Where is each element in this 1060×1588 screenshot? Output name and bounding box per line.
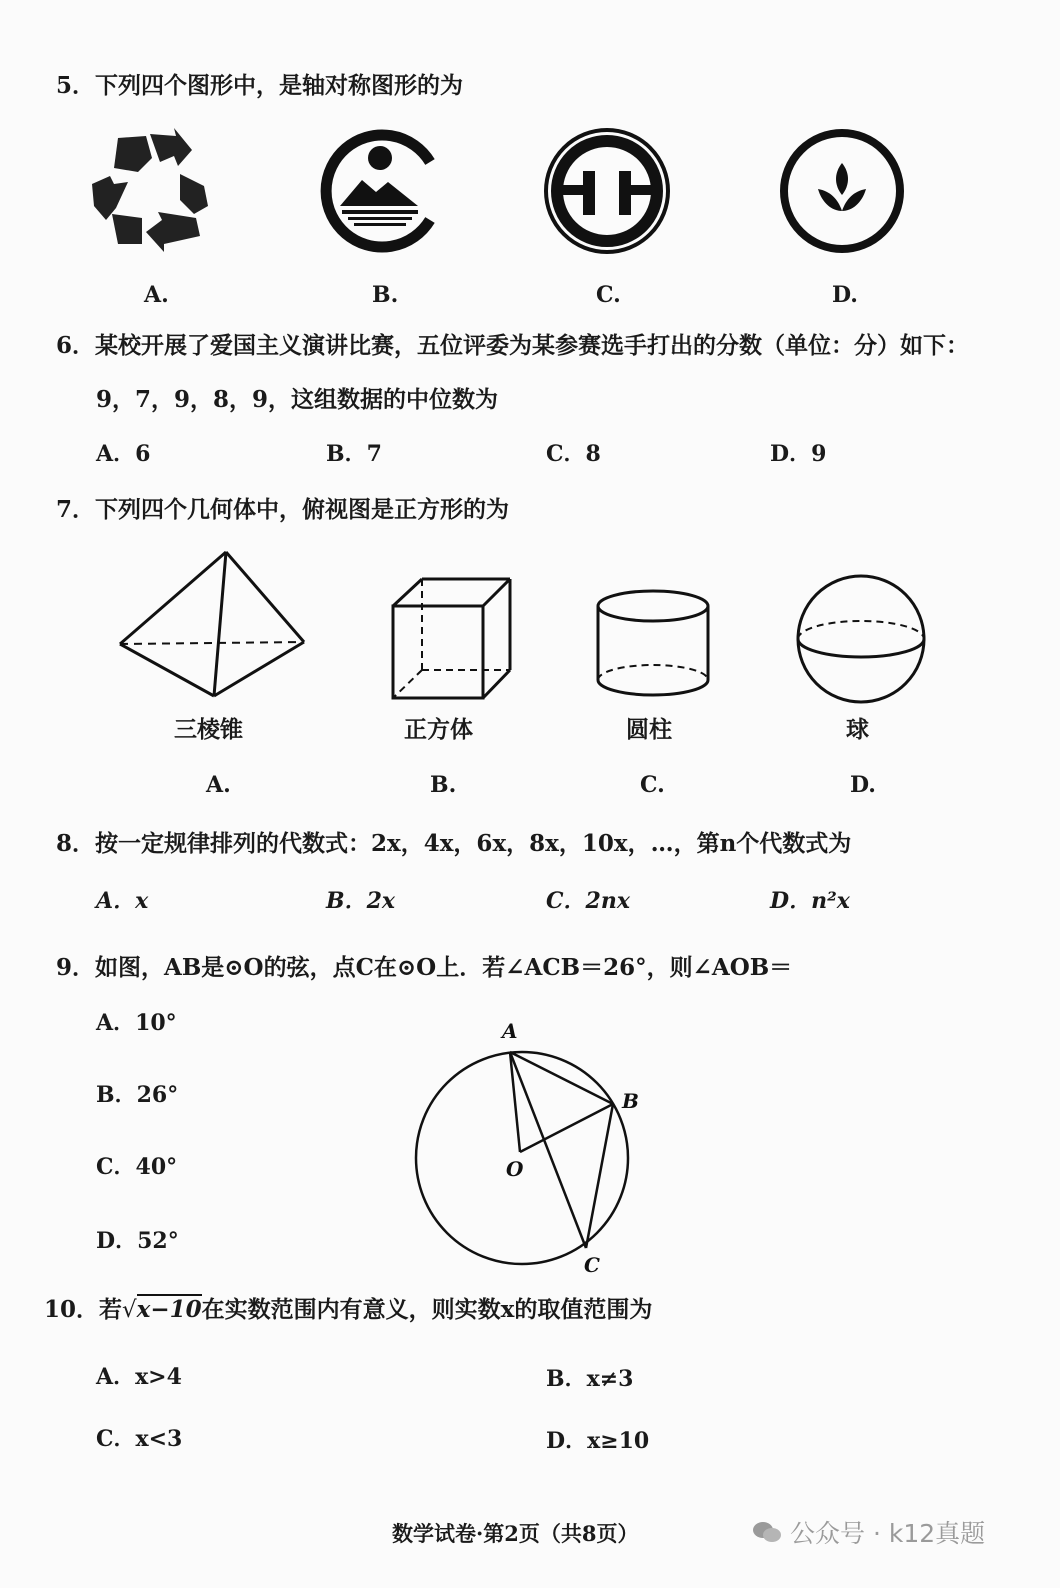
q8-option-b: B．2x (326, 888, 396, 914)
q10-option-a: A．x>4 (96, 1364, 182, 1390)
triangular-pyramid-figure (116, 548, 308, 700)
q10-option-b: B．x≠3 (546, 1366, 634, 1392)
q7-shape-name-b: 正方体 (404, 716, 473, 743)
q9-option-a: A．10° (96, 1010, 177, 1036)
q6-option-d: D．9 (770, 441, 827, 467)
page-footer: 数学试卷·第2页（共8页） (392, 1521, 639, 1546)
q9-option-b: B．26° (96, 1082, 179, 1108)
q5-label-d: D. (832, 282, 858, 308)
q8-option-c: C．2nx (546, 888, 630, 914)
q8-stem: 8．按一定规律排列的代数式：2x，4x，6x，8x，10x，…，第n个代数式为 (56, 830, 852, 857)
q7-stem: 7．下列四个几何体中，俯视图是正方形的为 (56, 496, 510, 523)
sqrt-sign-icon: √ (122, 1297, 137, 1323)
q9-stem: 9．如图，AB是⊙O的弦，点C在⊙O上．若∠ACB＝26°，则∠AOB＝ (56, 954, 793, 981)
q8-option-a: A．x (96, 888, 149, 914)
q7-label-b: B. (430, 772, 457, 798)
q6-stem-line2: 9，7，9，8，9，这组数据的中位数为 (96, 386, 499, 413)
q5-label-a: A. (144, 282, 169, 308)
point-label-c: C (584, 1253, 600, 1277)
q10-stem-suffix: 在实数范围内有意义，则实数x的取值范围为 (201, 1296, 653, 1323)
q7-label-c: C. (640, 772, 665, 798)
circular-emblem-icon (543, 127, 671, 255)
sphere-figure (794, 572, 928, 706)
sprout-logo-icon (778, 127, 906, 255)
q7-shape-name-d: 球 (846, 716, 869, 743)
point-label-a: A (502, 1019, 518, 1043)
q10-stem (44, 1298, 652, 1322)
cube-figure (390, 576, 514, 702)
mountain-sun-logo-icon (318, 128, 444, 254)
q6-option-c: C．8 (546, 441, 601, 467)
q7-shape-name-a: 三棱锥 (174, 716, 243, 743)
circle-chord-figure (400, 1016, 660, 1276)
watermark (752, 1514, 985, 1550)
q6-stem-line1: 6．某校开展了爱国主义演讲比赛，五位评委为某参赛选手打出的分数（单位：分）如下： (56, 332, 970, 359)
q7-label-d: D. (850, 772, 876, 798)
recycle-symbol-icon (88, 128, 216, 252)
q10-option-c: C．x<3 (96, 1426, 183, 1452)
point-label-b: B (622, 1089, 639, 1113)
q6-option-b: B．7 (326, 441, 382, 467)
q7-label-a: A. (206, 772, 231, 798)
point-label-o: O (506, 1157, 524, 1181)
q7-shape-name-c: 圆柱 (626, 716, 672, 743)
cylinder-figure (594, 588, 712, 700)
q5-label-b: B. (372, 282, 399, 308)
watermark-text: 公众号 · k12真题 (790, 1519, 986, 1548)
q5-label-c: C. (596, 282, 621, 308)
q9-option-c: C．40° (96, 1154, 178, 1180)
q10-stem-prefix: 10．若 (44, 1296, 123, 1323)
q5-stem: 5．下列四个图形中，是轴对称图形的为 (56, 72, 464, 99)
q10-option-d: D．x≥10 (546, 1428, 650, 1454)
wechat-icon (752, 1521, 782, 1543)
q8-option-d: D．n²x (770, 888, 850, 914)
q10-radicand: x−10 (136, 1296, 202, 1323)
q6-option-a: A．6 (96, 441, 151, 467)
q9-option-d: D．52° (96, 1228, 179, 1254)
